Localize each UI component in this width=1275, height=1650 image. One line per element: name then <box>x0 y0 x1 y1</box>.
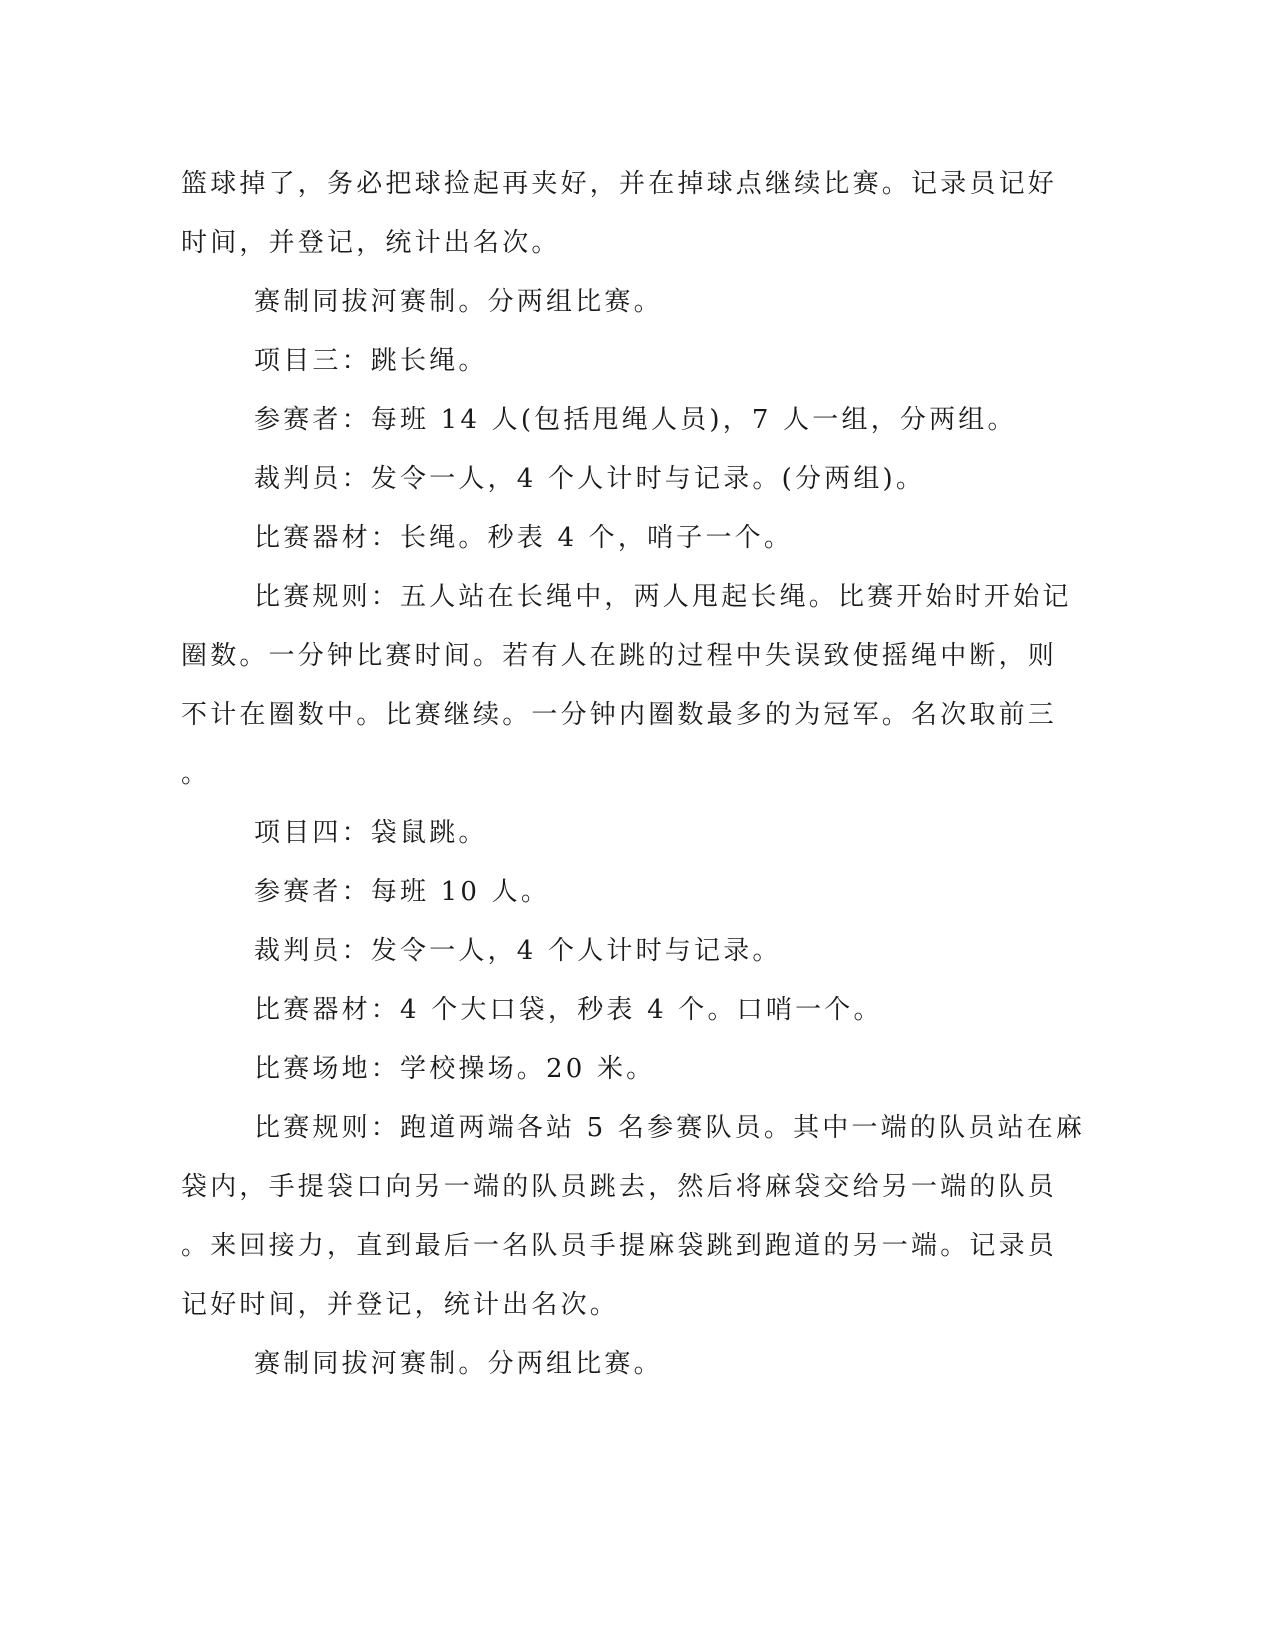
paragraph-line: 参赛者：每班 14 人(包括甩绳人员)，7 人一组，分两组。 <box>254 405 1017 435</box>
paragraph-line: 不计在圈数中。比赛继续。一分钟内圈数最多的为冠军。名次取前三 <box>181 700 1058 730</box>
paragraph-line: 袋内，手提袋口向另一端的队员跳去，然后将麻袋交给另一端的队员 <box>181 1172 1058 1202</box>
paragraph-line: 。 <box>181 759 211 789</box>
paragraph-line: 参赛者：每班 10 人。 <box>254 877 551 907</box>
paragraph-line: 裁判员：发令一人，4 个人计时与记录。 <box>254 936 782 966</box>
paragraph-line: 圈数。一分钟比赛时间。若有人在跳的过程中失误致使摇绳中断，则 <box>181 641 1058 671</box>
paragraph-line: 赛制同拔河赛制。分两组比赛。 <box>254 287 663 317</box>
paragraph-line: 裁判员：发令一人，4 个人计时与记录。(分两组)。 <box>254 464 926 494</box>
paragraph-line: 。来回接力，直到最后一名队员手提麻袋跳到跑道的另一端。记录员 <box>181 1231 1058 1261</box>
paragraph-line: 赛制同拔河赛制。分两组比赛。 <box>254 1349 663 1379</box>
section-heading: 项目三：跳长绳。 <box>254 346 488 376</box>
paragraph-line: 比赛场地：学校操场。20 米。 <box>254 1054 656 1084</box>
paragraph-line: 比赛规则：五人站在长绳中，两人甩起长绳。比赛开始时开始记 <box>254 582 1072 612</box>
section-heading: 项目四：袋鼠跳。 <box>254 818 488 848</box>
document-body <box>181 155 1086 1394</box>
paragraph-line: 比赛规则：跑道两端各站 5 名参赛队员。其中一端的队员站在麻 <box>254 1113 1086 1143</box>
paragraph-line: 比赛器材：长绳。秒表 4 个，哨子一个。 <box>254 523 794 553</box>
paragraph-line: 比赛器材：4 个大口袋，秒表 4 个。口哨一个。 <box>254 995 883 1025</box>
paragraph-line: 记好时间，并登记，统计出名次。 <box>181 1290 620 1320</box>
paragraph-line: 篮球掉了，务必把球捡起再夹好，并在掉球点继续比赛。记录员记好 <box>181 169 1058 199</box>
paragraph-line: 时间，并登记，统计出名次。 <box>181 228 561 258</box>
